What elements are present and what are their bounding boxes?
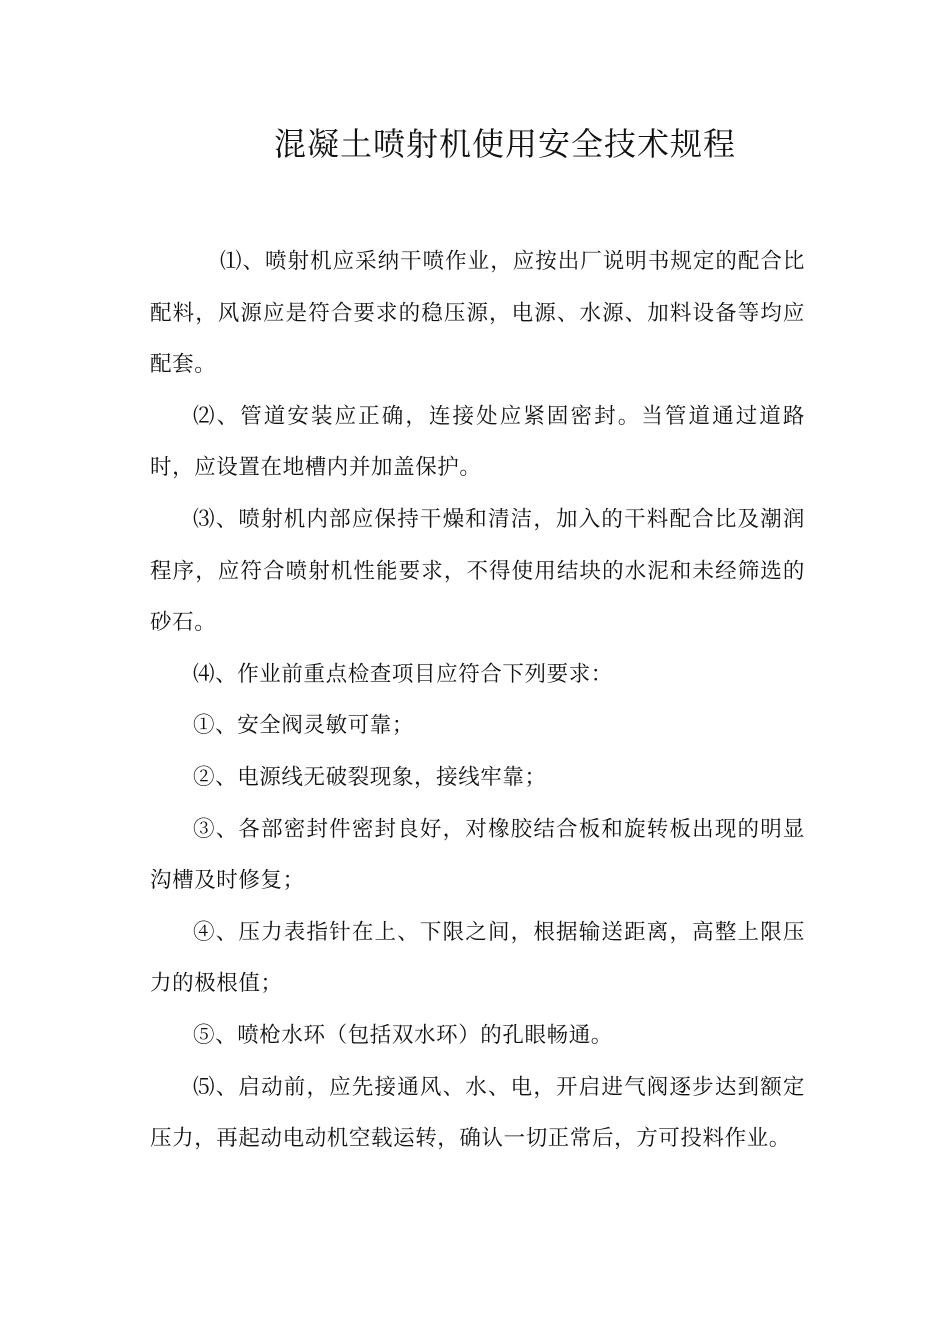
list-item-5: ⑤、喷枪水环（包括双水环）的孔眼畅通。 [193,1022,613,1048]
list-item-2: ②、电源线无破裂现象，接线牢靠； [193,764,547,790]
paragraph-2: ⑵、管道安装应正确，连接处应紧固密封。当管道通过道路时，应设置在地槽内并加盖保护。 [150,403,805,481]
paragraph-4: ⑷、作业前重点检查项目应符合下列要求： [193,661,613,687]
list-item-4: ④、压力表指针在上、下限之间，根据输送距离，高整上限压力的极根值； [150,919,805,997]
list-item-3: ③、各部密封件密封良好，对橡胶结合板和旋转板出现的明显沟槽及时修复； [150,816,805,894]
paragraph-1: ⑴、喷射机应采纳干喷作业，应按出厂说明书规定的配合比配料，风源应是符合要求的稳压源，电源、水源、加料设备等均应配套。 [150,249,805,378]
document-body [150,236,805,1165]
document-title: 混凝土喷射机使用安全技术规程 [273,125,736,163]
paragraph-3: ⑶、喷射机内部应保持干燥和清洁，加入的干料配合比及潮润程序，应符合喷射机性能要求，不得使用结块的水泥和未经筛选的砂石。 [150,506,805,636]
list-item-1: ①、安全阀灵敏可靠； [193,713,415,739]
paragraph-5: ⑸、启动前，应先接通风、水、电，开启进气阀逐步达到额定压力，再起动电动机空载运转，确认一切正常后，方可投料作业。 [150,1074,805,1152]
